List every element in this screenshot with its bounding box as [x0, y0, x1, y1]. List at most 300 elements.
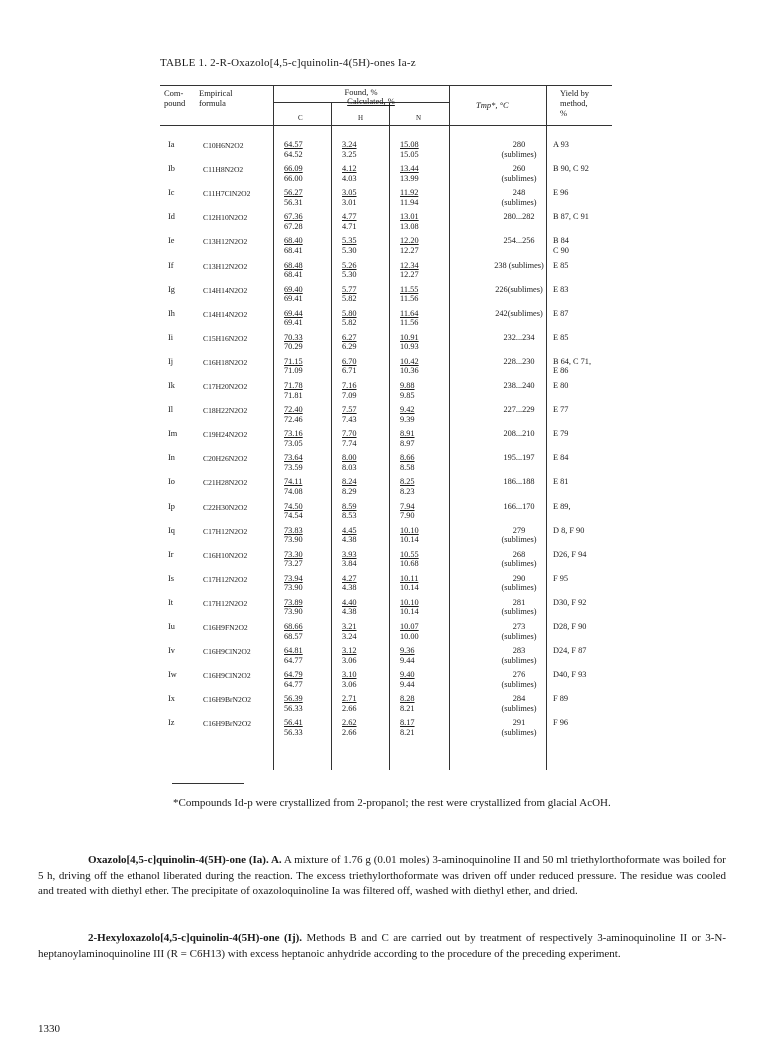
calculated-h: 4.38: [342, 607, 357, 617]
melting-point-line: (sublimes): [501, 679, 537, 689]
procedure-heading-ij: 2-Hexyloxazolo[4,5-c]quinolin-4(5H)-one (Ij).: [88, 932, 303, 944]
analysis-h: [342, 164, 372, 183]
calculated-h: 7.43: [342, 414, 357, 424]
empirical-formula: C16H10N2O2: [203, 550, 248, 560]
procedure-text-ij: Methods B and C are carried out by treatment of respectively 3-aminoquinoline II or 3-N-heptanoylaminoquinoline III (R = C6H13) with excess heptanoic anhydride according to the procedure of the preceding experiment.: [38, 932, 726, 960]
empirical-formula: C17H12N2O2: [203, 598, 248, 608]
calculated-h: 4.71: [342, 221, 357, 231]
yield-line: E 86: [553, 366, 569, 376]
melting-point: [478, 140, 560, 159]
melting-point: [478, 164, 560, 183]
melting-point-line: 280...282: [503, 212, 535, 222]
yield-line: E 77: [553, 405, 569, 415]
melting-point: [478, 646, 560, 665]
yield-line: F 95: [553, 573, 568, 583]
melting-point: [478, 502, 560, 512]
found-n: 9.42: [400, 405, 415, 415]
analysis-h: [342, 381, 372, 400]
calculated-h: 5.82: [342, 294, 357, 304]
header-yield: Yield by method, %: [560, 88, 590, 118]
calculated-h: 8.03: [342, 462, 357, 472]
analysis-n: [400, 164, 430, 183]
found-n: 8.28: [400, 694, 415, 704]
analysis-n: [400, 550, 430, 569]
found-c: 71.78: [284, 381, 303, 390]
calculated-c: 64.77: [284, 655, 303, 665]
analysis-c: [284, 405, 314, 424]
analysis-n: [400, 140, 430, 159]
melting-point-line: 290: [512, 573, 526, 583]
melting-point-line: 232...234: [503, 332, 535, 342]
found-n: 10.10: [400, 525, 419, 535]
procedure-paragraph-ij: [38, 931, 726, 962]
yield-by-method: [553, 188, 568, 198]
calculated-h: 5.30: [342, 245, 357, 255]
calculated-n: 9.44: [400, 679, 415, 689]
calculated-h: 8.53: [342, 511, 357, 520]
melting-point-line: 166...170: [503, 501, 535, 511]
found-h: 5.35: [342, 236, 357, 246]
found-h: 7.57: [342, 405, 357, 415]
analysis-n: [400, 718, 430, 737]
calculated-n: 7.90: [400, 511, 415, 520]
calculated-h: 4.38: [342, 583, 357, 593]
empirical-formula: C14H14N2O2: [203, 285, 248, 295]
calculated-c: 73.05: [284, 438, 303, 448]
calculated-c: 71.81: [284, 390, 303, 400]
melting-point-line: 248: [512, 188, 526, 198]
analysis-c: [284, 550, 314, 569]
found-c: 73.16: [284, 429, 303, 439]
yield-by-method: [553, 164, 589, 174]
yield-line: B 87, C 91: [553, 212, 589, 222]
calculated-c: 74.08: [284, 486, 303, 496]
empirical-formula: C11H7ClN2O2: [203, 189, 251, 199]
found-n: 10.11: [400, 573, 419, 583]
compound-id: Ip: [168, 501, 175, 511]
compound-id: It: [168, 597, 174, 607]
compound-id: Ic: [168, 188, 175, 198]
yield-line: E 87: [553, 308, 569, 318]
calculated-c: 69.41: [284, 318, 303, 328]
header-formula: Empirical formula: [199, 88, 233, 108]
melting-point: [478, 574, 560, 593]
page-number: 1330: [38, 1023, 60, 1035]
header-found: Found, %: [344, 87, 378, 97]
melting-point: [478, 333, 560, 343]
found-c: 56.27: [284, 188, 303, 198]
calculated-c: 73.90: [284, 607, 303, 617]
found-c: 74.50: [284, 501, 303, 511]
found-n: 12.20: [400, 236, 419, 246]
yield-line: E 79: [553, 429, 569, 439]
yield-line: E 96: [553, 188, 569, 198]
calculated-n: 8.21: [400, 703, 415, 713]
found-c: 69.40: [284, 284, 303, 294]
compound-id: Im: [168, 429, 178, 439]
melting-point: [478, 309, 560, 319]
analysis-h: [342, 357, 372, 376]
procedure-paragraph-ia: [38, 853, 726, 900]
melting-point: [478, 718, 560, 737]
melting-point-line: 279: [512, 525, 526, 535]
compound-id: Id: [168, 212, 175, 222]
analysis-h: [342, 646, 372, 665]
found-c: 73.89: [284, 597, 303, 607]
analysis-h: [342, 502, 372, 521]
yield-line: B 90, C 92: [553, 164, 589, 174]
found-n: 13.01: [400, 212, 419, 222]
analysis-n: [400, 236, 430, 255]
analysis-c: [284, 429, 314, 448]
melting-point: [478, 357, 560, 367]
empirical-formula: C17H20N2O2: [203, 382, 248, 391]
empirical-formula: C13H12N2O2: [203, 237, 248, 247]
found-c: 73.83: [284, 525, 303, 535]
found-c: 73.64: [284, 453, 303, 463]
analysis-c: [284, 574, 314, 593]
analysis-n: [400, 188, 430, 207]
yield-by-method: [553, 694, 568, 704]
compound-id: Il: [168, 405, 174, 415]
analysis-c: [284, 357, 314, 376]
calculated-n: 15.05: [400, 149, 419, 159]
yield-line: C 90: [553, 245, 569, 255]
analysis-h: [342, 261, 372, 280]
melting-point-line: 291: [512, 718, 526, 728]
found-n: 10.42: [400, 356, 419, 366]
calculated-n: 9.85: [400, 390, 415, 400]
calculated-h: 5.30: [342, 270, 357, 279]
empirical-formula: C12H10N2O2: [203, 213, 248, 223]
analysis-c: [284, 622, 314, 641]
melting-point: [478, 598, 560, 617]
calculated-h: 7.74: [342, 438, 357, 448]
melting-point: [478, 670, 560, 689]
calculated-n: 11.56: [400, 294, 419, 304]
found-h: 4.77: [342, 212, 357, 222]
found-n: 11.92: [400, 188, 419, 198]
yield-line: E 85: [553, 332, 569, 342]
footnote-rule: [172, 783, 244, 784]
yield-by-method: [553, 477, 568, 487]
found-n: 10.91: [400, 332, 419, 342]
calculated-c: 56.33: [284, 703, 303, 713]
analysis-c: [284, 694, 314, 713]
analysis-c: [284, 164, 314, 183]
analysis-c: [284, 670, 314, 689]
yield-line: E 89,: [553, 501, 571, 511]
calculated-c: 74.54: [284, 511, 303, 520]
compound-id: Ii: [168, 332, 174, 342]
yield-line: E 81: [553, 477, 569, 487]
analysis-n: [400, 357, 430, 376]
found-n: 11.64: [400, 308, 419, 318]
melting-point: [478, 622, 560, 641]
header-c: C: [298, 114, 303, 122]
compound-id: Iu: [168, 622, 175, 631]
melting-point-line: (sublimes): [501, 583, 537, 593]
calculated-n: 12.27: [400, 245, 419, 255]
found-c: 67.36: [284, 212, 303, 222]
found-c: 70.33: [284, 332, 303, 342]
empirical-formula: C16H9FN2O2: [203, 623, 248, 632]
found-c: 73.30: [284, 549, 303, 559]
yield-line: E 80: [553, 381, 569, 390]
melting-point-line: 280: [512, 140, 526, 149]
compound-id: Iw: [168, 670, 177, 680]
calculated-n: 8.23: [400, 486, 415, 496]
header-calculated: Calculated, %: [347, 96, 395, 106]
yield-by-method: [553, 236, 569, 255]
analysis-c: [284, 718, 314, 737]
found-n: 11.55: [400, 284, 419, 294]
compound-id: Ih: [168, 308, 175, 318]
empirical-formula: C19H24N2O2: [203, 430, 248, 440]
calculated-n: 12.27: [400, 270, 419, 279]
analysis-c: [284, 212, 314, 231]
found-h: 7.16: [342, 381, 357, 390]
calculated-n: 13.08: [400, 221, 419, 231]
calculated-h: 3.01: [342, 197, 357, 207]
melting-point-line: (sublimes): [501, 703, 537, 713]
melting-point-line: (sublimes): [501, 535, 537, 545]
calculated-c: 66.00: [284, 173, 303, 183]
yield-by-method: [553, 333, 568, 343]
empirical-formula: C22H30N2O2: [203, 502, 248, 512]
empirical-formula: C10H6N2O2: [203, 141, 244, 150]
found-n: 8.17: [400, 718, 415, 728]
melting-point: [478, 429, 560, 439]
found-c: 71.15: [284, 356, 303, 366]
melting-point-line: 281: [512, 597, 526, 607]
analysis-c: [284, 285, 314, 304]
calculated-h: 3.06: [342, 679, 357, 689]
compound-id: Ix: [168, 694, 175, 704]
yield-line: F 96: [553, 718, 568, 728]
melting-point-line: 254...256: [503, 236, 535, 246]
calculated-c: 56.33: [284, 727, 303, 737]
analysis-n: [400, 333, 430, 352]
melting-point: [478, 261, 560, 271]
found-h: 3.12: [342, 646, 357, 656]
calculated-c: 69.41: [284, 294, 303, 304]
melting-point: [478, 453, 560, 463]
compound-id: Iz: [168, 718, 175, 728]
calculated-n: 11.94: [400, 197, 419, 207]
yield-by-method: [553, 309, 568, 319]
analysis-c: [284, 309, 314, 328]
melting-point-line: 186...188: [503, 477, 535, 487]
analysis-c: [284, 236, 314, 255]
header-tmp: Tmp*, °C: [476, 100, 509, 110]
calculated-n: 13.99: [400, 173, 419, 183]
yield-by-method: [553, 622, 586, 632]
empirical-formula: C17H12N2O2: [203, 574, 248, 584]
melting-point-line: (sublimes): [501, 197, 537, 207]
calculated-n: 9.44: [400, 655, 415, 665]
analysis-n: [400, 574, 430, 593]
found-c: 56.39: [284, 694, 303, 704]
analysis-c: [284, 261, 314, 280]
found-h: 8.24: [342, 477, 357, 487]
analysis-h: [342, 212, 372, 231]
analysis-n: [400, 261, 430, 280]
found-c: 69.44: [284, 308, 303, 318]
empirical-formula: C13H12N2O2: [203, 261, 248, 271]
found-c: 64.79: [284, 670, 303, 680]
yield-by-method: [553, 646, 586, 656]
analysis-h: [342, 574, 372, 593]
melting-point-line: (sublimes): [501, 559, 537, 569]
yield-line: D26, F 94: [553, 549, 587, 559]
analysis-h: [342, 718, 372, 737]
found-h: 4.45: [342, 525, 357, 535]
found-n: 9.88: [400, 381, 415, 390]
empirical-formula: C14H14N2O2: [203, 309, 248, 319]
melting-point: [478, 694, 560, 713]
calculated-n: 10.14: [400, 535, 419, 545]
calculated-c: 67.28: [284, 221, 303, 231]
analysis-h: [342, 333, 372, 352]
yield-line: F 89: [553, 694, 568, 704]
calculated-h: 8.29: [342, 486, 357, 496]
melting-point: [478, 526, 560, 545]
melting-point-line: 208...210: [503, 429, 535, 439]
melting-point-line: 284: [512, 694, 526, 704]
found-h: 4.12: [342, 164, 357, 174]
calculated-h: 4.03: [342, 173, 357, 183]
yield-by-method: [553, 140, 569, 150]
yield-by-method: [553, 381, 568, 391]
compound-id: Ia: [168, 140, 175, 149]
analysis-c: [284, 453, 314, 472]
found-c: 73.94: [284, 573, 303, 583]
calculated-n: 10.93: [400, 342, 419, 352]
yield-line: E 85: [553, 260, 569, 270]
found-h: 5.77: [342, 284, 357, 294]
found-c: 68.48: [284, 260, 303, 270]
calculated-h: 4.38: [342, 535, 357, 545]
compound-id: In: [168, 453, 175, 463]
melting-point-line: 260: [512, 164, 526, 174]
yield-by-method: [553, 598, 586, 608]
empirical-formula: C16H18N2O2: [203, 357, 248, 367]
calculated-h: 3.24: [342, 631, 357, 641]
yield-by-method: [553, 526, 584, 536]
found-n: 8.25: [400, 477, 415, 487]
yield-line: D 8, F 90: [553, 525, 585, 535]
yield-by-method: [553, 550, 586, 560]
calculated-h: 5.82: [342, 318, 357, 328]
analysis-n: [400, 309, 430, 328]
header-h: H: [358, 114, 364, 122]
empirical-formula: C16H9BrN2O2: [203, 695, 252, 705]
calculated-c: 68.41: [284, 270, 303, 279]
analysis-n: [400, 405, 430, 424]
yield-by-method: [553, 574, 568, 584]
yield-by-method: [553, 212, 589, 222]
analysis-h: [342, 694, 372, 713]
calculated-c: 70.29: [284, 342, 303, 352]
analysis-n: [400, 646, 430, 665]
melting-point: [478, 477, 560, 487]
found-h: 4.27: [342, 573, 357, 583]
yield-by-method: [553, 429, 568, 439]
calculated-n: 10.00: [400, 631, 419, 641]
melting-point-line: (sublimes): [501, 655, 537, 665]
found-h: 3.05: [342, 188, 357, 198]
melting-point-line: 238 (sublimes): [494, 260, 544, 270]
calculated-h: 6.71: [342, 366, 357, 376]
analysis-c: [284, 333, 314, 352]
analysis-c: [284, 598, 314, 617]
calculated-c: 56.31: [284, 197, 303, 207]
found-h: 6.70: [342, 356, 357, 366]
compound-id: Io: [168, 477, 175, 487]
found-c: 74.11: [284, 477, 303, 487]
procedure-text-ia: A mixture of 1.76 g (0.01 moles) 3-aminoquinoline II and 50 ml triethylorthoformate was boiled for 5 h, driving off the ethanol liberated during the reaction. The excess triethylorthoformate was driven off under reduced pressure. The residue was cooled and treated with diethyl ether. The precipitate of oxazoloquinoline Ia was filtered off, washed with diethyl ether, and dried.: [38, 854, 726, 898]
analysis-n: [400, 670, 430, 689]
found-c: 64.57: [284, 140, 303, 149]
empirical-formula: C15H16N2O2: [203, 333, 248, 343]
calculated-n: 8.97: [400, 438, 415, 448]
calculated-h: 2.66: [342, 703, 357, 713]
found-c: 64.81: [284, 646, 303, 656]
calculated-n: 8.58: [400, 462, 415, 472]
compound-id: If: [168, 260, 174, 270]
found-h: 4.40: [342, 597, 357, 607]
analysis-h: [342, 140, 372, 159]
yield-by-method: [553, 405, 568, 415]
found-n: 15.08: [400, 140, 419, 149]
analysis-h: [342, 236, 372, 255]
found-h: 3.21: [342, 622, 357, 631]
analysis-h: [342, 309, 372, 328]
melting-point-line: 226(sublimes): [495, 284, 543, 294]
calculated-c: 64.77: [284, 679, 303, 689]
compound-id: Ij: [168, 356, 174, 366]
melting-point-line: 242(sublimes): [495, 308, 543, 318]
melting-point-line: 195...197: [503, 453, 535, 463]
found-h: 3.93: [342, 549, 357, 559]
melting-point: [478, 212, 560, 222]
empirical-formula: C17H12N2O2: [203, 526, 248, 536]
analysis-c: [284, 646, 314, 665]
analysis-c: [284, 526, 314, 545]
analysis-h: [342, 188, 372, 207]
compound-id: Ig: [168, 284, 175, 294]
melting-point-line: 268: [512, 549, 526, 559]
melting-point-line: 227...229: [503, 405, 535, 415]
analysis-n: [400, 622, 430, 641]
melting-point-line: 238...240: [503, 381, 535, 390]
yield-line: B 84: [553, 236, 569, 246]
melting-point-line: (sublimes): [501, 149, 537, 159]
melting-point-line: (sublimes): [501, 727, 537, 737]
yield-by-method: [553, 261, 568, 271]
found-c: 66.09: [284, 164, 303, 174]
found-n: 12.34: [400, 260, 419, 270]
calculated-n: 9.39: [400, 414, 415, 424]
calculated-h: 6.29: [342, 342, 357, 352]
yield-by-method: [553, 357, 591, 376]
analysis-c: [284, 140, 314, 159]
found-h: 3.24: [342, 140, 357, 149]
yield-by-method: [553, 502, 571, 512]
yield-line: B 64, C 71,: [553, 356, 592, 366]
melting-point-line: 273: [512, 622, 526, 631]
